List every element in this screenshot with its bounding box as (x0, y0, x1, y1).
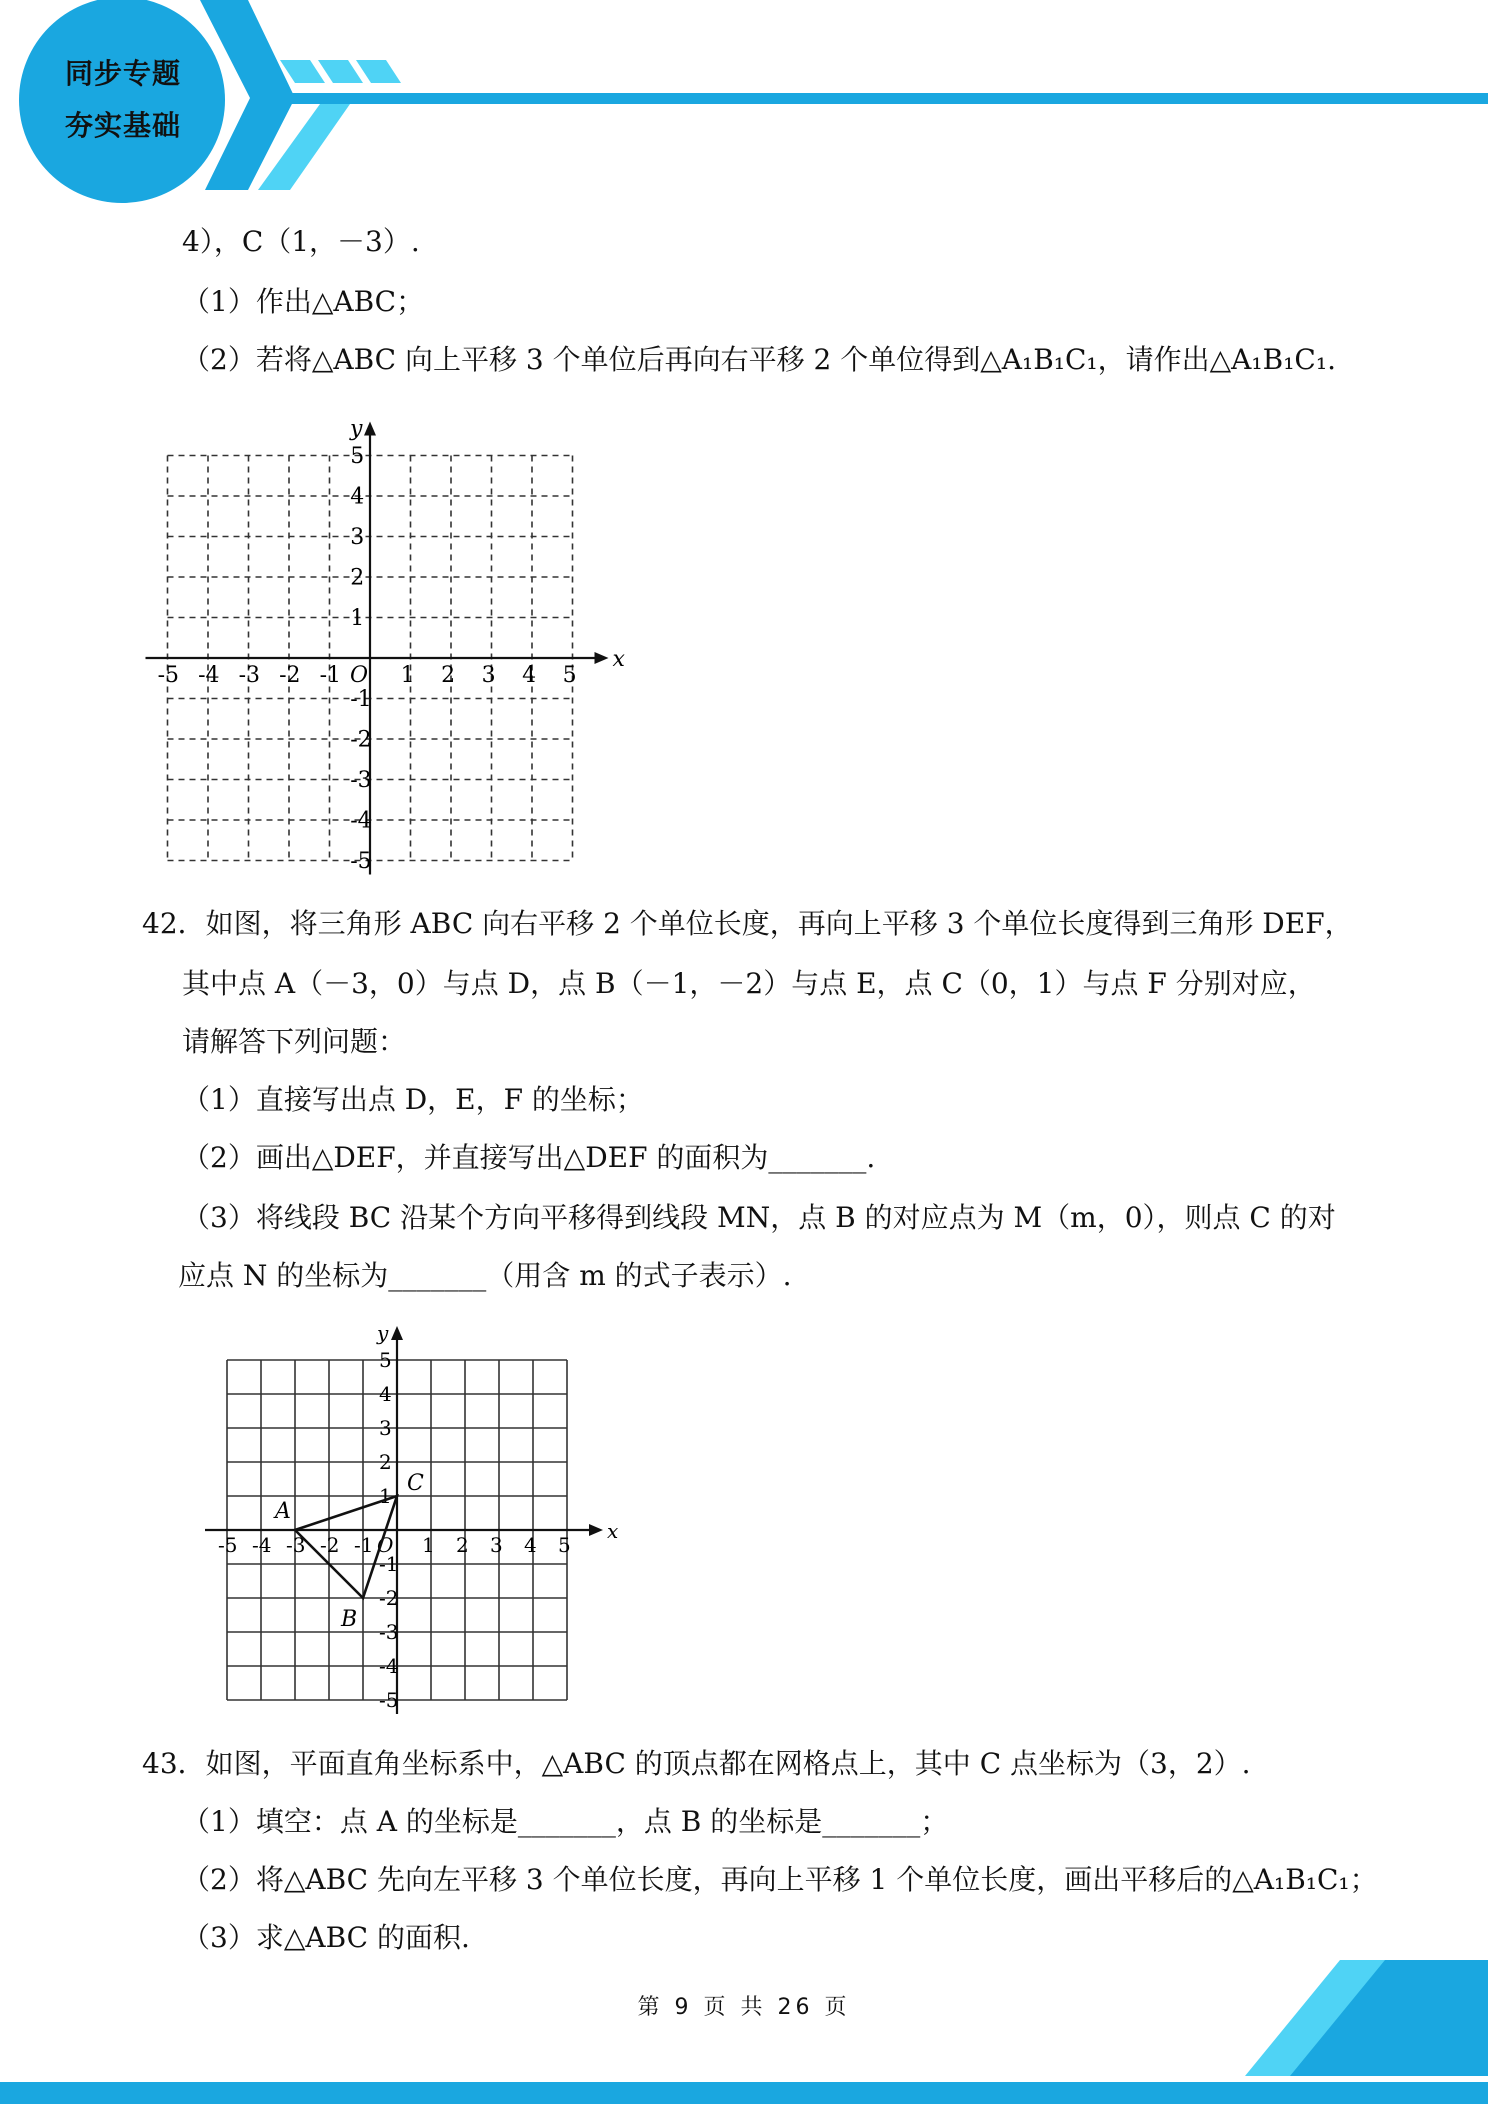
x-tick-label: 2 (441, 663, 456, 688)
origin-label: O (350, 663, 369, 688)
x-tick-label: -2 (279, 663, 301, 688)
y-tick-label: -2 (350, 727, 372, 753)
q42-part2: （2）画出△DEF，并直接写出△DEF 的面积为_______. (182, 1141, 876, 1174)
y-tick-label: -3 (350, 768, 372, 794)
y-tick-label: 5 (379, 1348, 392, 1372)
q41-line-cont: 4），C（1，－3）. (182, 225, 420, 258)
y-tick-label: 2 (350, 565, 365, 591)
y-axis-name: y (377, 1321, 389, 1345)
badge-line-2: 夯实基础 (64, 109, 181, 142)
q43-part1: （1）填空：点 A 的坐标是_______，点 B 的坐标是_______； (182, 1805, 949, 1838)
x-tick-label: -4 (252, 1533, 272, 1557)
x-tick-label: 5 (558, 1533, 571, 1557)
y-tick-label: 3 (350, 525, 365, 551)
footer-bar (0, 2082, 1488, 2104)
y-tick-label: -4 (379, 1654, 399, 1678)
page-number: 第 9 页 共 26 页 (637, 1995, 851, 2020)
y-tick-label: -5 (350, 849, 372, 875)
header-stripe-3 (356, 60, 401, 83)
header-bar (260, 93, 1488, 104)
vertex-label-a: A (275, 1499, 291, 1524)
q42-part3-line2: 应点 N 的坐标为_______（用含 m 的式子表示）. (178, 1259, 792, 1292)
q41-coordinate-grid (157, 410, 625, 880)
q43-part2: （2）将△ABC 先向左平移 3 个单位长度，再向上平移 1 个单位长度，画出平移后的△A₁B₁C₁； (182, 1863, 1378, 1896)
x-tick-label: 3 (490, 1533, 503, 1557)
y-tick-label: -4 (350, 808, 372, 834)
y-tick-label: 2 (379, 1450, 392, 1474)
x-tick-label: -4 (198, 663, 220, 688)
y-tick-label: 1 (350, 606, 365, 632)
x-tick-label: -5 (218, 1533, 238, 1557)
y-tick-label: -1 (379, 1552, 399, 1576)
header-decoration (0, 0, 1488, 200)
y-axis-arrow (364, 422, 376, 436)
q42-stem-line3: 请解答下列问题： (182, 1025, 407, 1058)
x-tick-label: 3 (481, 663, 496, 688)
badge-line-1: 同步专题 (64, 57, 181, 90)
q42-part3-line1: （3）将线段 BC 沿某个方向平移得到线段 MN，点 B 的对应点为 M（m，0），则点 C 的对 (182, 1201, 1336, 1234)
y-tick-label: -5 (379, 1688, 399, 1712)
vertex-label-b: B (341, 1607, 358, 1632)
y-axis-arrow (391, 1326, 403, 1340)
footer-decoration (0, 1960, 1488, 2104)
y-axis-name: y (350, 416, 363, 442)
q42-coordinate-grid (180, 1318, 620, 1718)
x-tick-label: 1 (422, 1533, 435, 1557)
x-tick-label: 4 (522, 663, 537, 688)
y-tick-label: 5 (350, 444, 365, 470)
origin-label: O (377, 1533, 394, 1557)
x-tick-label: -5 (157, 663, 180, 688)
x-tick-label: -1 (319, 663, 342, 688)
y-tick-label: -3 (379, 1620, 399, 1644)
x-tick-label: 5 (562, 663, 577, 688)
x-axis-name: x (607, 1519, 619, 1543)
x-tick-label: 2 (456, 1533, 469, 1557)
x-axis-arrow (595, 652, 609, 664)
q42-stem-line2: 其中点 A（－3，0）与点 D，点 B（－1，－2）与点 E，点 C（0，1）与点 F 分别对应， (182, 967, 1316, 1000)
q43-part3: （3）求△ABC 的面积. (182, 1921, 470, 1954)
y-tick-label: 4 (379, 1382, 392, 1406)
q42-stem-line1: 42．如图，将三角形 ABC 向右平移 2 个单位长度，再向上平移 3 个单位长度得到三角形 DEF， (142, 907, 1353, 940)
q41-part2: （2）若将△ABC 向上平移 3 个单位后再向右平移 2 个单位得到△A₁B₁C₁，请作出△A₁B₁C₁. (182, 343, 1336, 376)
y-tick-label: 4 (350, 484, 365, 510)
header-stripe-1 (280, 60, 325, 83)
q43-stem: 43．如图，平面直角坐标系中，△ABC 的顶点都在网格点上，其中 C 点坐标为（3，2）. (142, 1747, 1251, 1780)
x-tick-label: 1 (400, 663, 415, 688)
y-tick-label: 3 (379, 1416, 392, 1440)
header-stripe-2 (318, 60, 363, 83)
vertex-label-c: C (407, 1471, 424, 1496)
header-badge-circle (19, 0, 225, 203)
x-tick-label: -3 (238, 663, 261, 688)
x-tick-label: -2 (320, 1533, 340, 1557)
q41-part1: （1）作出△ABC； (182, 285, 425, 318)
x-axis-name: x (612, 647, 625, 672)
y-tick-label: 1 (379, 1484, 392, 1508)
x-tick-label: -1 (354, 1533, 374, 1557)
x-tick-label: 4 (524, 1533, 537, 1557)
y-tick-label: -2 (379, 1586, 399, 1610)
x-tick-label: -3 (286, 1533, 306, 1557)
y-tick-label: -1 (350, 687, 372, 713)
q42-part1: （1）直接写出点 D，E，F 的坐标； (182, 1083, 644, 1116)
x-axis-arrow (589, 1524, 603, 1536)
